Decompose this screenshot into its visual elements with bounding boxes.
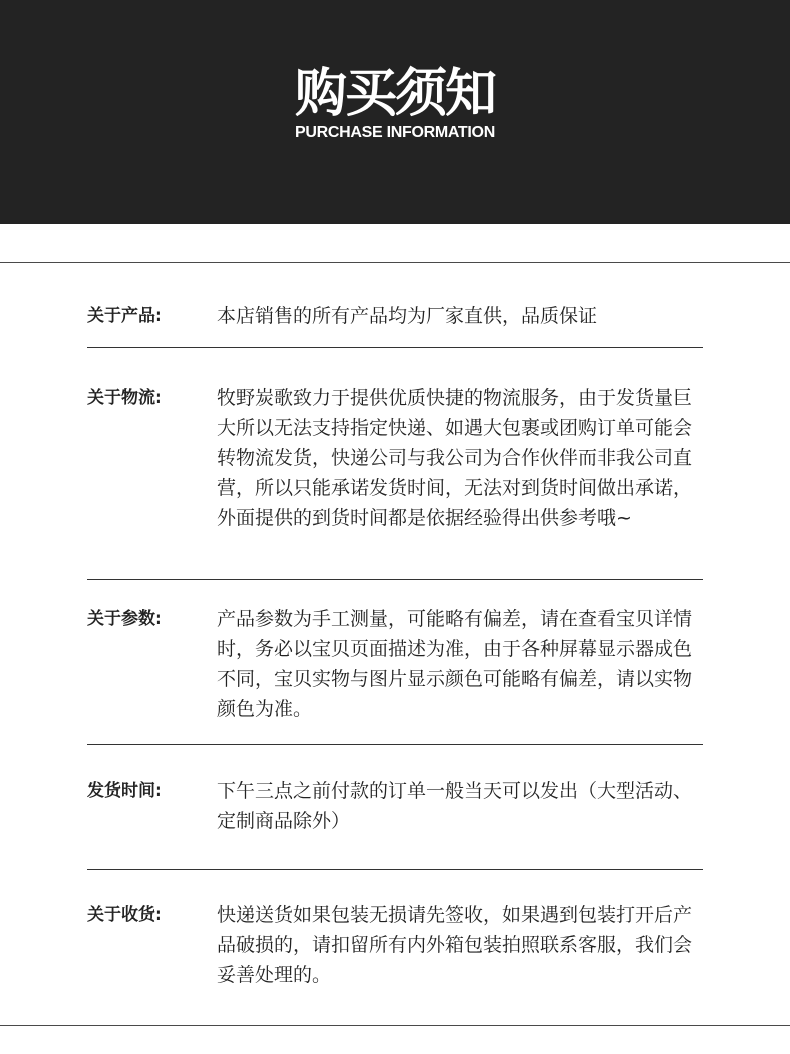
section-divider [87, 744, 703, 745]
section-label: 关于物流: [87, 388, 162, 408]
section-divider [87, 347, 703, 348]
section-label: 发货时间: [87, 781, 162, 801]
section-text: 产品参数为手工测量，可能略有偏差，请在查看宝贝详情时，务必以宝贝页面描述为准，由于各种屏幕显示器成色不同，宝贝实物与图片显示颜色可能略有偏差，请以实物颜色为准。 [217, 608, 693, 720]
top-divider [0, 262, 790, 263]
section-text: 本店销售的所有产品均为厂家直供，品质保证 [217, 305, 598, 327]
section-divider [87, 869, 703, 870]
section-label: 关于参数: [87, 609, 162, 629]
bottom-divider [0, 1025, 790, 1026]
section-label: 关于产品: [87, 306, 162, 326]
page-subtitle: PURCHASE INFORMATION [295, 124, 495, 141]
section-label: 关于收货: [87, 905, 162, 925]
section-divider [87, 579, 703, 580]
page-title: 购买须知 [294, 64, 495, 124]
section-text: 下午三点之前付款的订单一般当天可以发出（大型活动、定制商品除外） [217, 780, 693, 832]
header-banner [0, 0, 790, 224]
section-text: 牧野炭歌致力于提供优质快捷的物流服务，由于发货量巨大所以无法支持指定快递、如遇大包裹或团购订单可能会转物流发货，快递公司与我公司为合作伙伴而非我公司直营，所以只能承诺发货时间，无法对到货时间做出承诺，外面提供的到货时间都是依据经验得出供参考哦~ [217, 387, 693, 529]
section-text: 快递送货如果包装无损请先签收，如果遇到包装打开后产品破损的，请扣留所有内外箱包装拍照联系客服，我们会妥善处理的。 [217, 904, 693, 986]
